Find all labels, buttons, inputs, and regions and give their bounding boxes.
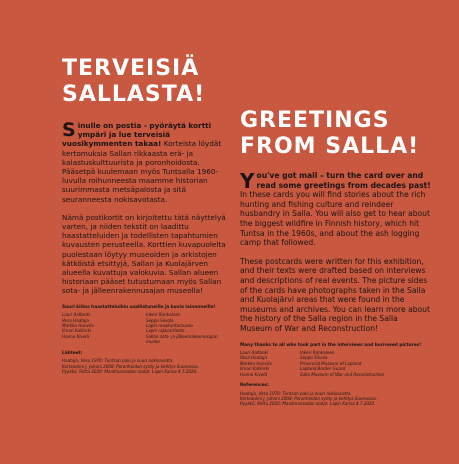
name-item: Markku Huovila [62, 322, 94, 328]
finnish-intro-paragraph [62, 121, 226, 204]
english-title-line-1: GREETINGS [240, 108, 390, 133]
name-item: Seppo Siivola [146, 317, 174, 323]
english-body [240, 171, 432, 334]
finnish-title-line-1: TERVEISIÄ [62, 56, 200, 81]
english-title [240, 108, 432, 160]
reference-item: Korteaolmi J, Juhani 2008: Poronhoidon synty ja kehitys Suomessa. [240, 395, 378, 401]
name-item: Hannu Kivelä [240, 371, 268, 377]
english-thanks-heading: Many thanks to all who took part in the interviews and borrowed pictures! [240, 342, 422, 348]
name-item: Seppo Siivola [300, 355, 328, 361]
name-item: Inkeri Ronkainen [300, 350, 335, 355]
name-item: Markku Huovila [240, 360, 272, 366]
reference-item: Pyykkö, Riitta 2020: Maailmansodan sodat. Lapin Kansa 4.7.2020. [62, 368, 198, 374]
finnish-thanks-heading: Suuri kiitos haastatteluihin osallistuneille ja kuvia lainanneille! [62, 304, 216, 310]
name-item: Lapin rajavartiosto [146, 328, 185, 334]
finnish-refs [62, 358, 226, 374]
name-item: Inkeri Ronkainen [146, 312, 181, 318]
name-item: Ilmari Kalliorki [62, 328, 92, 334]
name-item: Vesa Haataja [62, 317, 89, 323]
finnish-title-line-2: SALLASTA! [62, 82, 206, 107]
english-refs-heading: References: [240, 383, 269, 389]
finnish-names-right [146, 312, 226, 344]
finnish-names-list [62, 312, 226, 344]
finnish-title [62, 56, 226, 108]
reference-item: Haataja, Vesa 1970: Tuntsan palo ja suuri nokisavotta. [62, 358, 174, 364]
english-refs [240, 391, 432, 407]
english-intro-lead: ou've got mail – turn the card over and read some greetings from decades past! [256, 171, 431, 190]
english-intro-rest: In these cards you will find stories about the rich hunting and fishing culture and reindeer husbandry in Salla. You will also get to hear about the biggest wildfire in Finnish history, which hit Tuntsa in the 1960s, and about the ash logging camp that followed. [240, 190, 430, 248]
finnish-intro-lead: inulle on postia - pyöräytä kortti ympäri ja lue terveisiä vuosikymmenten takaa! [62, 121, 212, 149]
english-title-line-2: FROM SALLA! [240, 134, 420, 159]
finnish-dropcap: S [62, 119, 76, 141]
english-names-right [300, 350, 432, 377]
reference-item: Pyykkö, Riitta 2020: Maailmansodan sodat. Lapin Kansa 4.7.2020. [240, 401, 376, 407]
finnish-intro-rest: Korteista löydät kertomuksia Sallan rikkaasta erä- ja kalastuskulttuurista ja poronhoidosta. Pääsetpä kuulemaan myös Tuntsalla 1960-luvulla roihunneesta maamme historian suurimmasta metsäpalosta ja sitä seuranneesta nokisavotasta. [62, 139, 222, 204]
name-item: Salla Museum of War and Reconstruction [300, 371, 385, 377]
finnish-paragraph-2: Nämä postikortit on kirjoitettu tätä näyttelyä varten, ja niiden tekstit on laadittu haastatteluiden ja todellisten tapahtumien kuvausten perusteella. Korttien kuvapuolelta puolestaan löytyy museoiden ja arkistojen kätköistä etsittyjä, Sallan ja Kuolajärven alueella kuvattuja valokuvia. Sallan alueen historiaan pääset tutustumaan myös Sallan sota- ja jälleenrakennusajan museolla! [62, 212, 226, 296]
finnish-column [62, 56, 226, 374]
english-paragraph-2: These postcards were written for this exhibition, and their texts were drafted based on interviews and descriptions of real events. The picture sides of the cards have photographs taken in the Salla and Kuolajärvi areas that were found in the museums and archives. You can learn more about the history of the Salla region in the Salla Museum of War and Reconstruction! [240, 256, 430, 333]
english-names-list [240, 350, 432, 377]
name-item: Lauri Aaltonki [240, 350, 269, 355]
name-item: Provincial Museum of Lapland [300, 360, 362, 366]
name-item: Ilmari Kalliorki [240, 366, 270, 372]
name-item: Lapland Border Guard [300, 366, 346, 372]
finnish-refs-heading: Lähteet: [62, 350, 83, 356]
reference-item: Korteaolmi J, Juhani 2008: Poronhoidon synty ja kehitys Suomessa. [62, 363, 200, 369]
name-item: Hannu Kivelä [62, 333, 90, 339]
name-item: Lapin maakuntamuseo [146, 322, 193, 328]
finnish-names-left [62, 312, 142, 344]
reference-item: Haataja, Vesa 1970: Tuntsan palo ja suuri nokisavotta. [240, 390, 352, 396]
name-item: Lauri Aaltonki [62, 312, 91, 318]
name-item: Sallan sota- ja jälleenrakennusajan museo [146, 333, 218, 345]
english-dropcap: Y [240, 169, 255, 193]
english-column [240, 108, 432, 407]
name-item: Vesa Haataja [240, 355, 267, 361]
english-intro-paragraph [240, 171, 432, 248]
finnish-body [62, 121, 226, 296]
english-names-left [240, 350, 296, 377]
